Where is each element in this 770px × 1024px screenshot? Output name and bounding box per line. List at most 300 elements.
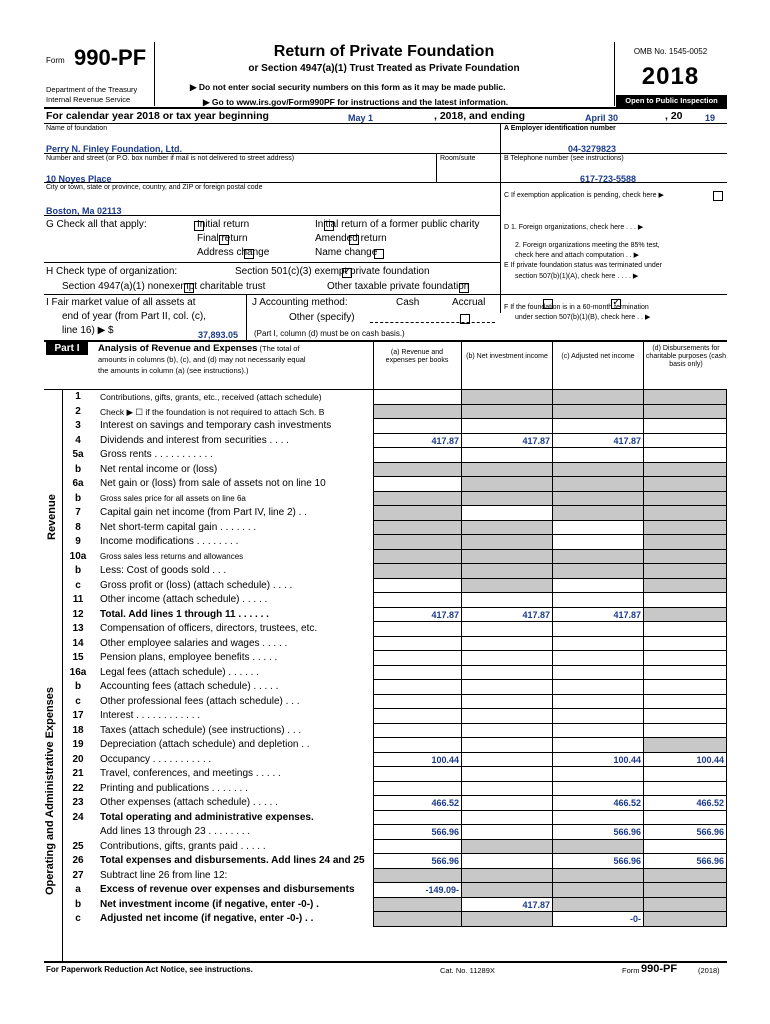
col-c-cell <box>552 550 643 565</box>
col-a-cell <box>373 869 461 884</box>
col-a-cell <box>373 912 461 927</box>
e1-label: E If private foundation status was terminated under <box>504 262 662 269</box>
col-b-cell[interactable] <box>461 622 552 637</box>
col-c-cell[interactable]: 417.87 <box>552 434 643 449</box>
form-label: Form <box>46 56 65 65</box>
line-description: Dividends and interest from securities . . . . <box>100 434 289 446</box>
col-d-cell <box>643 477 727 492</box>
col-d-cell[interactable] <box>643 709 727 724</box>
col-b-header: (b) Net investment income <box>466 353 548 360</box>
col-d-cell[interactable] <box>643 637 727 652</box>
col-c-header: (c) Adjusted net income <box>561 353 635 360</box>
line-description: Travel, conferences, and meetings . . . . . <box>100 768 281 779</box>
table-row <box>44 883 727 898</box>
col-b-cell[interactable] <box>461 506 552 521</box>
col-c-cell <box>552 840 643 855</box>
table-row <box>44 593 727 608</box>
calendar-20: , 20 <box>665 110 683 122</box>
line-number: 9 <box>75 536 81 547</box>
line-description: Income modifications . . . . . . . . <box>100 536 239 547</box>
col-a-cell[interactable]: 466.52 <box>373 796 461 811</box>
col-a-cell[interactable] <box>373 593 461 608</box>
line-description: Interest . . . . . . . . . . . . <box>100 710 201 721</box>
col-b-cell[interactable] <box>461 811 552 826</box>
h-4947-label: Section 4947(a)(1) nonexempt charitable trust <box>62 281 266 292</box>
col-a-cell <box>373 535 461 550</box>
h-501c3-label: Section 501(c)(3) exempt private foundation <box>235 266 430 277</box>
col-a-cell[interactable]: 417.87 <box>373 608 461 623</box>
col-b-cell[interactable] <box>461 854 552 869</box>
line-description: Net rental income or (loss) <box>100 463 218 475</box>
footer-cat: Cat. No. 11289X <box>440 966 495 975</box>
tax-year-end-yr[interactable]: 19 <box>705 113 716 123</box>
col-d-cell[interactable] <box>643 419 727 434</box>
g-final-return-label: Final return <box>197 233 248 244</box>
table-row <box>44 724 727 739</box>
phone-value[interactable]: 617-723-5588 <box>580 174 637 184</box>
line-description: Other employee salaries and wages . . . . . <box>100 637 288 649</box>
j-label: J Accounting method: <box>252 297 348 308</box>
line-description: Depreciation (attach schedule) and depletion . . <box>100 739 310 750</box>
col-d-cell[interactable] <box>643 666 727 681</box>
line-number: 27 <box>72 869 84 881</box>
street-value[interactable]: 10 Noyes Place <box>46 174 112 184</box>
line-description: Net gain or (loss) from sale of assets not on line 10 <box>100 478 326 489</box>
line-number: 1 <box>75 391 81 402</box>
part-tag: Part I <box>46 342 88 355</box>
col-a-cell[interactable] <box>373 782 461 797</box>
f2-label: under section 507(b)(1)(B), check here . . ▶ <box>515 314 651 321</box>
table-row <box>44 535 727 550</box>
footer-year: (2018) <box>698 966 720 975</box>
table-row <box>44 782 727 797</box>
col-d-cell[interactable] <box>643 448 727 463</box>
table-row <box>44 405 727 420</box>
col-a-cell <box>373 550 461 565</box>
col-b-cell[interactable] <box>461 753 552 768</box>
table-row <box>44 434 727 449</box>
name-label: Name of foundation <box>46 125 108 132</box>
col-c-cell[interactable] <box>552 767 643 782</box>
table-row <box>44 390 727 405</box>
tax-year-end[interactable]: April 30 <box>585 113 619 123</box>
line-number: 21 <box>72 768 84 779</box>
col-b-cell[interactable] <box>461 637 552 652</box>
line-description: Gross rents . . . . . . . . . . . <box>100 449 213 460</box>
col-c-cell[interactable] <box>552 724 643 739</box>
table-row <box>44 651 727 666</box>
col-d-cell[interactable] <box>643 840 727 855</box>
col-b-cell[interactable] <box>461 782 552 797</box>
line-description: Contributions, gifts, grants, etc., received (attach schedule) <box>100 392 322 402</box>
line-description: Subtract line 26 from line 12: <box>100 869 228 881</box>
calendar-and-ending: , 2018, and ending <box>434 110 526 122</box>
i-line3: line 16) ▶ $ <box>62 325 114 336</box>
line-number: 24 <box>72 811 84 823</box>
col-b-cell[interactable] <box>461 448 552 463</box>
col-b-cell[interactable] <box>461 796 552 811</box>
line-number: b <box>74 898 82 910</box>
line-description: Adjusted net income (if negative, enter -0-) . . <box>100 913 314 924</box>
h-other-taxable-label: Other taxable private foundation <box>327 281 470 292</box>
j-other-line[interactable] <box>370 322 495 323</box>
col-d-cell[interactable] <box>643 434 727 449</box>
line-number: 14 <box>72 637 84 649</box>
col-a-cell[interactable] <box>373 840 461 855</box>
line-number: 10a <box>69 550 87 562</box>
col-c-cell <box>552 883 643 898</box>
part-title-block <box>98 343 370 376</box>
col-a-cell[interactable] <box>373 724 461 739</box>
footer-form-number: 990-PF <box>641 963 678 975</box>
table-row <box>44 825 727 840</box>
foundation-name[interactable]: Perry N. Finley Foundation, Ltd. <box>46 144 183 154</box>
line-description: Other professional fees (attach schedule) . . . <box>100 695 300 707</box>
table-row <box>44 753 727 768</box>
line-description: Net investment income (if negative, enter -0-) . <box>100 898 319 910</box>
col-a-cell[interactable] <box>373 811 461 826</box>
omb-number: OMB No. 1545-0052 <box>633 47 708 56</box>
i-line2: end of year (from Part II, col. (c), <box>62 311 206 322</box>
line-description: Gross sales less returns and allowances <box>100 551 244 561</box>
col-b-cell[interactable] <box>461 767 552 782</box>
c-exemption-label: C If exemption application is pending, check here ▶ <box>504 192 664 199</box>
line-description: Other expenses (attach schedule) . . . . . <box>100 797 278 808</box>
footer-form: Form <box>622 966 640 975</box>
line-number: 23 <box>72 797 84 808</box>
col-b-cell[interactable] <box>461 738 552 753</box>
table-row <box>44 608 727 623</box>
line-description: Gross sales price for all assets on line 6a <box>100 493 246 503</box>
ein-label: A Employer identification number <box>504 125 616 132</box>
col-b-cell[interactable] <box>461 593 552 608</box>
line-number: b <box>74 492 82 504</box>
col-a-cell <box>373 564 461 579</box>
line-number: 5a <box>72 449 84 460</box>
col-d-cell <box>643 390 727 405</box>
col-d-cell[interactable]: 100.44 <box>643 753 727 768</box>
line-number: 19 <box>72 739 84 750</box>
col-b-cell <box>461 463 552 478</box>
col-b-cell[interactable] <box>461 825 552 840</box>
col-a-cell[interactable] <box>373 579 461 594</box>
col-c-cell[interactable] <box>552 535 643 550</box>
col-d-cell[interactable] <box>643 695 727 710</box>
line-description: Legal fees (attach schedule) . . . . . . <box>100 666 259 678</box>
col-b-cell <box>461 535 552 550</box>
col-b-cell <box>461 492 552 507</box>
col-a-cell[interactable] <box>373 390 461 405</box>
g-name-change-label: Name change <box>315 247 378 258</box>
col-a-cell[interactable] <box>373 637 461 652</box>
line-description: Total expenses and disbursements. Add lines 24 and 25 <box>100 855 365 866</box>
col-b-cell[interactable]: 417.87 <box>461 434 552 449</box>
col-d-cell[interactable]: 466.52 <box>643 796 727 811</box>
table-row <box>44 796 727 811</box>
col-c-cell[interactable] <box>552 738 643 753</box>
col-c-cell[interactable] <box>552 637 643 652</box>
line-description: Less: Cost of goods sold . . . <box>100 565 227 576</box>
col-c-cell[interactable] <box>552 622 643 637</box>
tax-year: 2018 <box>641 63 700 90</box>
col-a-cell[interactable] <box>373 622 461 637</box>
col-c-cell[interactable]: -0- <box>552 912 643 927</box>
col-a-cell[interactable] <box>373 680 461 695</box>
col-a-cell <box>373 405 461 420</box>
col-d-cell <box>643 492 727 507</box>
line-description: Net short-term capital gain . . . . . . . <box>100 521 257 533</box>
col-c-cell <box>552 492 643 507</box>
col-a-cell[interactable] <box>373 477 461 492</box>
tax-year-begin[interactable]: May 1 <box>348 113 374 123</box>
col-c-cell <box>552 869 643 884</box>
line-description: Excess of revenue over expenses and disbursements <box>100 884 355 895</box>
line-number: 20 <box>72 753 84 765</box>
part-title-note: (The total of <box>257 344 300 353</box>
table-row <box>44 550 727 565</box>
col-c-cell[interactable]: 100.44 <box>552 753 643 768</box>
col-a-cell[interactable] <box>373 666 461 681</box>
col-d-cell[interactable] <box>643 724 727 739</box>
table-row <box>44 767 727 782</box>
line-number: 12 <box>72 608 84 620</box>
col-a-cell <box>373 492 461 507</box>
form-number: 990-PF <box>74 45 147 70</box>
line-description: Total. Add lines 1 through 11 . . . . . . <box>100 608 269 620</box>
e2-label: section 507(b)(1)(A), check here . . . . ▶ <box>515 273 639 280</box>
col-a-cell <box>373 463 461 478</box>
col-a-cell[interactable]: 566.96 <box>373 825 461 840</box>
part-note2: amounts in columns (b), (c), and (d) may not necessarily equal <box>98 355 306 364</box>
col-b-cell <box>461 390 552 405</box>
footer-paperwork: For Paperwork Reduction Act Notice, see instructions. <box>46 965 253 974</box>
line-description: Other income (attach schedule) . . . . . <box>100 594 268 605</box>
table-row <box>44 898 727 913</box>
col-c-cell[interactable] <box>552 651 643 666</box>
expenses-side-label: Operating and Administrative Expenses <box>44 686 56 895</box>
col-a-cell[interactable] <box>373 738 461 753</box>
table-row <box>44 448 727 463</box>
col-b-cell <box>461 521 552 536</box>
col-b-cell[interactable] <box>461 695 552 710</box>
col-c-cell[interactable] <box>552 695 643 710</box>
col-c-cell[interactable]: 466.52 <box>552 796 643 811</box>
fmv-value[interactable]: 37,893.05 <box>198 330 239 340</box>
col-d-cell <box>643 564 727 579</box>
col-d-cell <box>643 463 727 478</box>
col-d-cell <box>643 608 727 623</box>
line-number: b <box>74 565 82 576</box>
line-number: 8 <box>75 521 81 533</box>
table-row <box>44 709 727 724</box>
col-d-cell <box>643 550 727 565</box>
col-d-cell <box>643 912 727 927</box>
table-row <box>44 579 727 594</box>
col-c-cell[interactable] <box>552 680 643 695</box>
c-exemption-checkbox[interactable] <box>713 191 723 201</box>
table-row <box>44 840 727 855</box>
col-c-cell[interactable] <box>552 419 643 434</box>
col-a-cell[interactable]: -149.09- <box>373 883 461 898</box>
col-b-cell[interactable] <box>461 651 552 666</box>
col-c-cell <box>552 898 643 913</box>
col-d-cell[interactable] <box>643 593 727 608</box>
line-description: Interest on savings and temporary cash investments <box>100 420 332 431</box>
col-d-cell <box>643 521 727 536</box>
col-a-cell[interactable] <box>373 419 461 434</box>
col-b-cell[interactable] <box>461 709 552 724</box>
line-number: 2 <box>75 405 81 417</box>
line-number: 7 <box>75 507 81 518</box>
col-d-cell <box>643 883 727 898</box>
line-number: 13 <box>72 623 84 634</box>
dept-label: Department of the Treasury <box>46 85 138 94</box>
col-c-cell[interactable] <box>552 709 643 724</box>
col-d-cell[interactable]: 566.96 <box>643 825 727 840</box>
col-b-cell[interactable] <box>461 666 552 681</box>
line-number: c <box>75 913 81 924</box>
g-initial-return-label: Initial return <box>197 219 250 230</box>
line-description: Occupancy . . . . . . . . . . . <box>100 753 212 765</box>
irs-label: Internal Revenue Service <box>46 95 131 104</box>
col-d-cell[interactable] <box>643 811 727 826</box>
col-c-cell <box>552 390 643 405</box>
col-d-cell[interactable] <box>643 767 727 782</box>
col-a-cell[interactable] <box>373 651 461 666</box>
line-number: 18 <box>72 724 84 736</box>
line-description: Capital gain net income (from Part IV, line 2) . . <box>100 507 307 518</box>
col-a-cell[interactable]: 100.44 <box>373 753 461 768</box>
g-label: G Check all that apply: <box>46 219 147 230</box>
city-value[interactable]: Boston, Ma 02113 <box>46 206 122 216</box>
j-note: (Part I, column (d) must be on cash basis.) <box>254 329 405 338</box>
line-number: b <box>74 463 82 475</box>
col-b-cell <box>461 477 552 492</box>
line-description: Accounting fees (attach schedule) . . . . . <box>100 681 279 692</box>
col-d-cell[interactable] <box>643 651 727 666</box>
phone-label: B Telephone number (see instructions) <box>504 155 624 162</box>
col-c-cell[interactable] <box>552 521 643 536</box>
room-label: Room/suite <box>440 155 476 162</box>
line-description: Compensation of officers, directors, trustees, etc. <box>100 623 318 634</box>
calendar-year-label: For calendar year 2018 or tax year beginning <box>46 110 269 122</box>
col-c-cell <box>552 506 643 521</box>
line-number: c <box>75 695 81 707</box>
line-description: Total operating and administrative expenses. <box>100 811 314 823</box>
line-number: 6a <box>72 478 84 489</box>
revenue-side-label: Revenue <box>46 494 58 540</box>
line-description: Pension plans, employee benefits . . . . . <box>100 652 278 663</box>
j-cash-label: Cash <box>396 297 420 308</box>
col-b-cell[interactable] <box>461 724 552 739</box>
table-row <box>44 811 727 826</box>
col-b-cell[interactable]: 417.87 <box>461 608 552 623</box>
line-number: 26 <box>72 855 84 866</box>
col-c-cell[interactable]: 566.96 <box>552 825 643 840</box>
table-row <box>44 622 727 637</box>
col-b-cell <box>461 550 552 565</box>
table-row <box>44 637 727 652</box>
col-a-cell[interactable] <box>373 767 461 782</box>
h-label: H Check type of organization: <box>46 266 178 277</box>
city-label: City or town, state or province, country, and ZIP or foreign postal code <box>46 184 263 191</box>
col-a-cell[interactable] <box>373 448 461 463</box>
j-other-label: Other (specify) <box>289 312 355 323</box>
line-number: 25 <box>72 840 84 852</box>
table-row <box>44 695 727 710</box>
line-description: Taxes (attach schedule) (see instructions) . . . <box>100 724 302 736</box>
col-d-cell <box>643 869 727 884</box>
line-number: a <box>75 884 81 895</box>
col-c-cell[interactable] <box>552 811 643 826</box>
form-subtitle: or Section 4947(a)(1) Trust Treated as Private Foundation <box>248 63 520 74</box>
line-description: Printing and publications . . . . . . . <box>100 782 248 794</box>
col-d-cell[interactable]: 566.96 <box>643 854 727 869</box>
line-number: 3 <box>75 420 81 431</box>
col-a-cell[interactable] <box>373 695 461 710</box>
col-b-cell <box>461 579 552 594</box>
col-d-cell[interactable] <box>643 782 727 797</box>
col-c-cell[interactable] <box>552 579 643 594</box>
table-row <box>44 463 727 478</box>
form-title: Return of Private Foundation <box>273 43 495 60</box>
col-c-cell[interactable] <box>552 782 643 797</box>
table-row <box>44 854 727 869</box>
col-b-cell[interactable]: 417.87 <box>461 898 552 913</box>
line-number: 4 <box>75 434 81 446</box>
street-label: Number and street (or P.O. box number if mail is not delivered to street address) <box>46 155 295 162</box>
col-c-cell[interactable]: 417.87 <box>552 608 643 623</box>
col-d-cell <box>643 898 727 913</box>
col-b-cell[interactable] <box>461 680 552 695</box>
part-title: Analysis of Revenue and Expenses <box>98 343 258 354</box>
line-number: 11 <box>72 594 84 605</box>
col-a-cell[interactable] <box>373 709 461 724</box>
line-number: 16a <box>69 666 87 678</box>
col-d-cell <box>643 579 727 594</box>
col-c-cell[interactable] <box>552 593 643 608</box>
table-row <box>44 869 727 884</box>
col-d-cell[interactable] <box>643 680 727 695</box>
col-d-cell <box>643 506 727 521</box>
col-b-cell <box>461 869 552 884</box>
col-a-cell <box>373 506 461 521</box>
d1-label: D 1. Foreign organizations, check here . . . ▶ <box>504 224 644 231</box>
col-c-cell[interactable] <box>552 448 643 463</box>
col-c-cell[interactable] <box>552 666 643 681</box>
col-d-cell[interactable] <box>643 622 727 637</box>
ein-value[interactable]: 04-3279823 <box>568 144 617 154</box>
ssn-notice: ▶ Do not enter social security numbers on this form as it may be made public. <box>190 82 506 92</box>
table-row <box>44 738 727 753</box>
col-a-cell[interactable]: 566.96 <box>373 854 461 869</box>
g-initial-former-label: Initial return of a former public charity <box>315 219 480 230</box>
line-description: Check ▶ ☐ if the foundation is not required to attach Sch. B <box>100 406 325 417</box>
line-number: 22 <box>72 782 84 794</box>
col-b-cell <box>461 883 552 898</box>
col-b-cell[interactable] <box>461 419 552 434</box>
table-row <box>44 419 727 434</box>
open-inspection: Open to Public Inspection <box>616 95 727 107</box>
col-c-cell[interactable]: 566.96 <box>552 854 643 869</box>
j-accrual-label: Accrual <box>452 297 486 308</box>
col-a-cell <box>373 521 461 536</box>
line-number: 15 <box>72 652 84 663</box>
table-row <box>44 912 727 927</box>
col-b-cell <box>461 564 552 579</box>
f1-label: F If the foundation is in a 60-month termination <box>504 304 649 311</box>
col-a-cell[interactable]: 417.87 <box>373 434 461 449</box>
